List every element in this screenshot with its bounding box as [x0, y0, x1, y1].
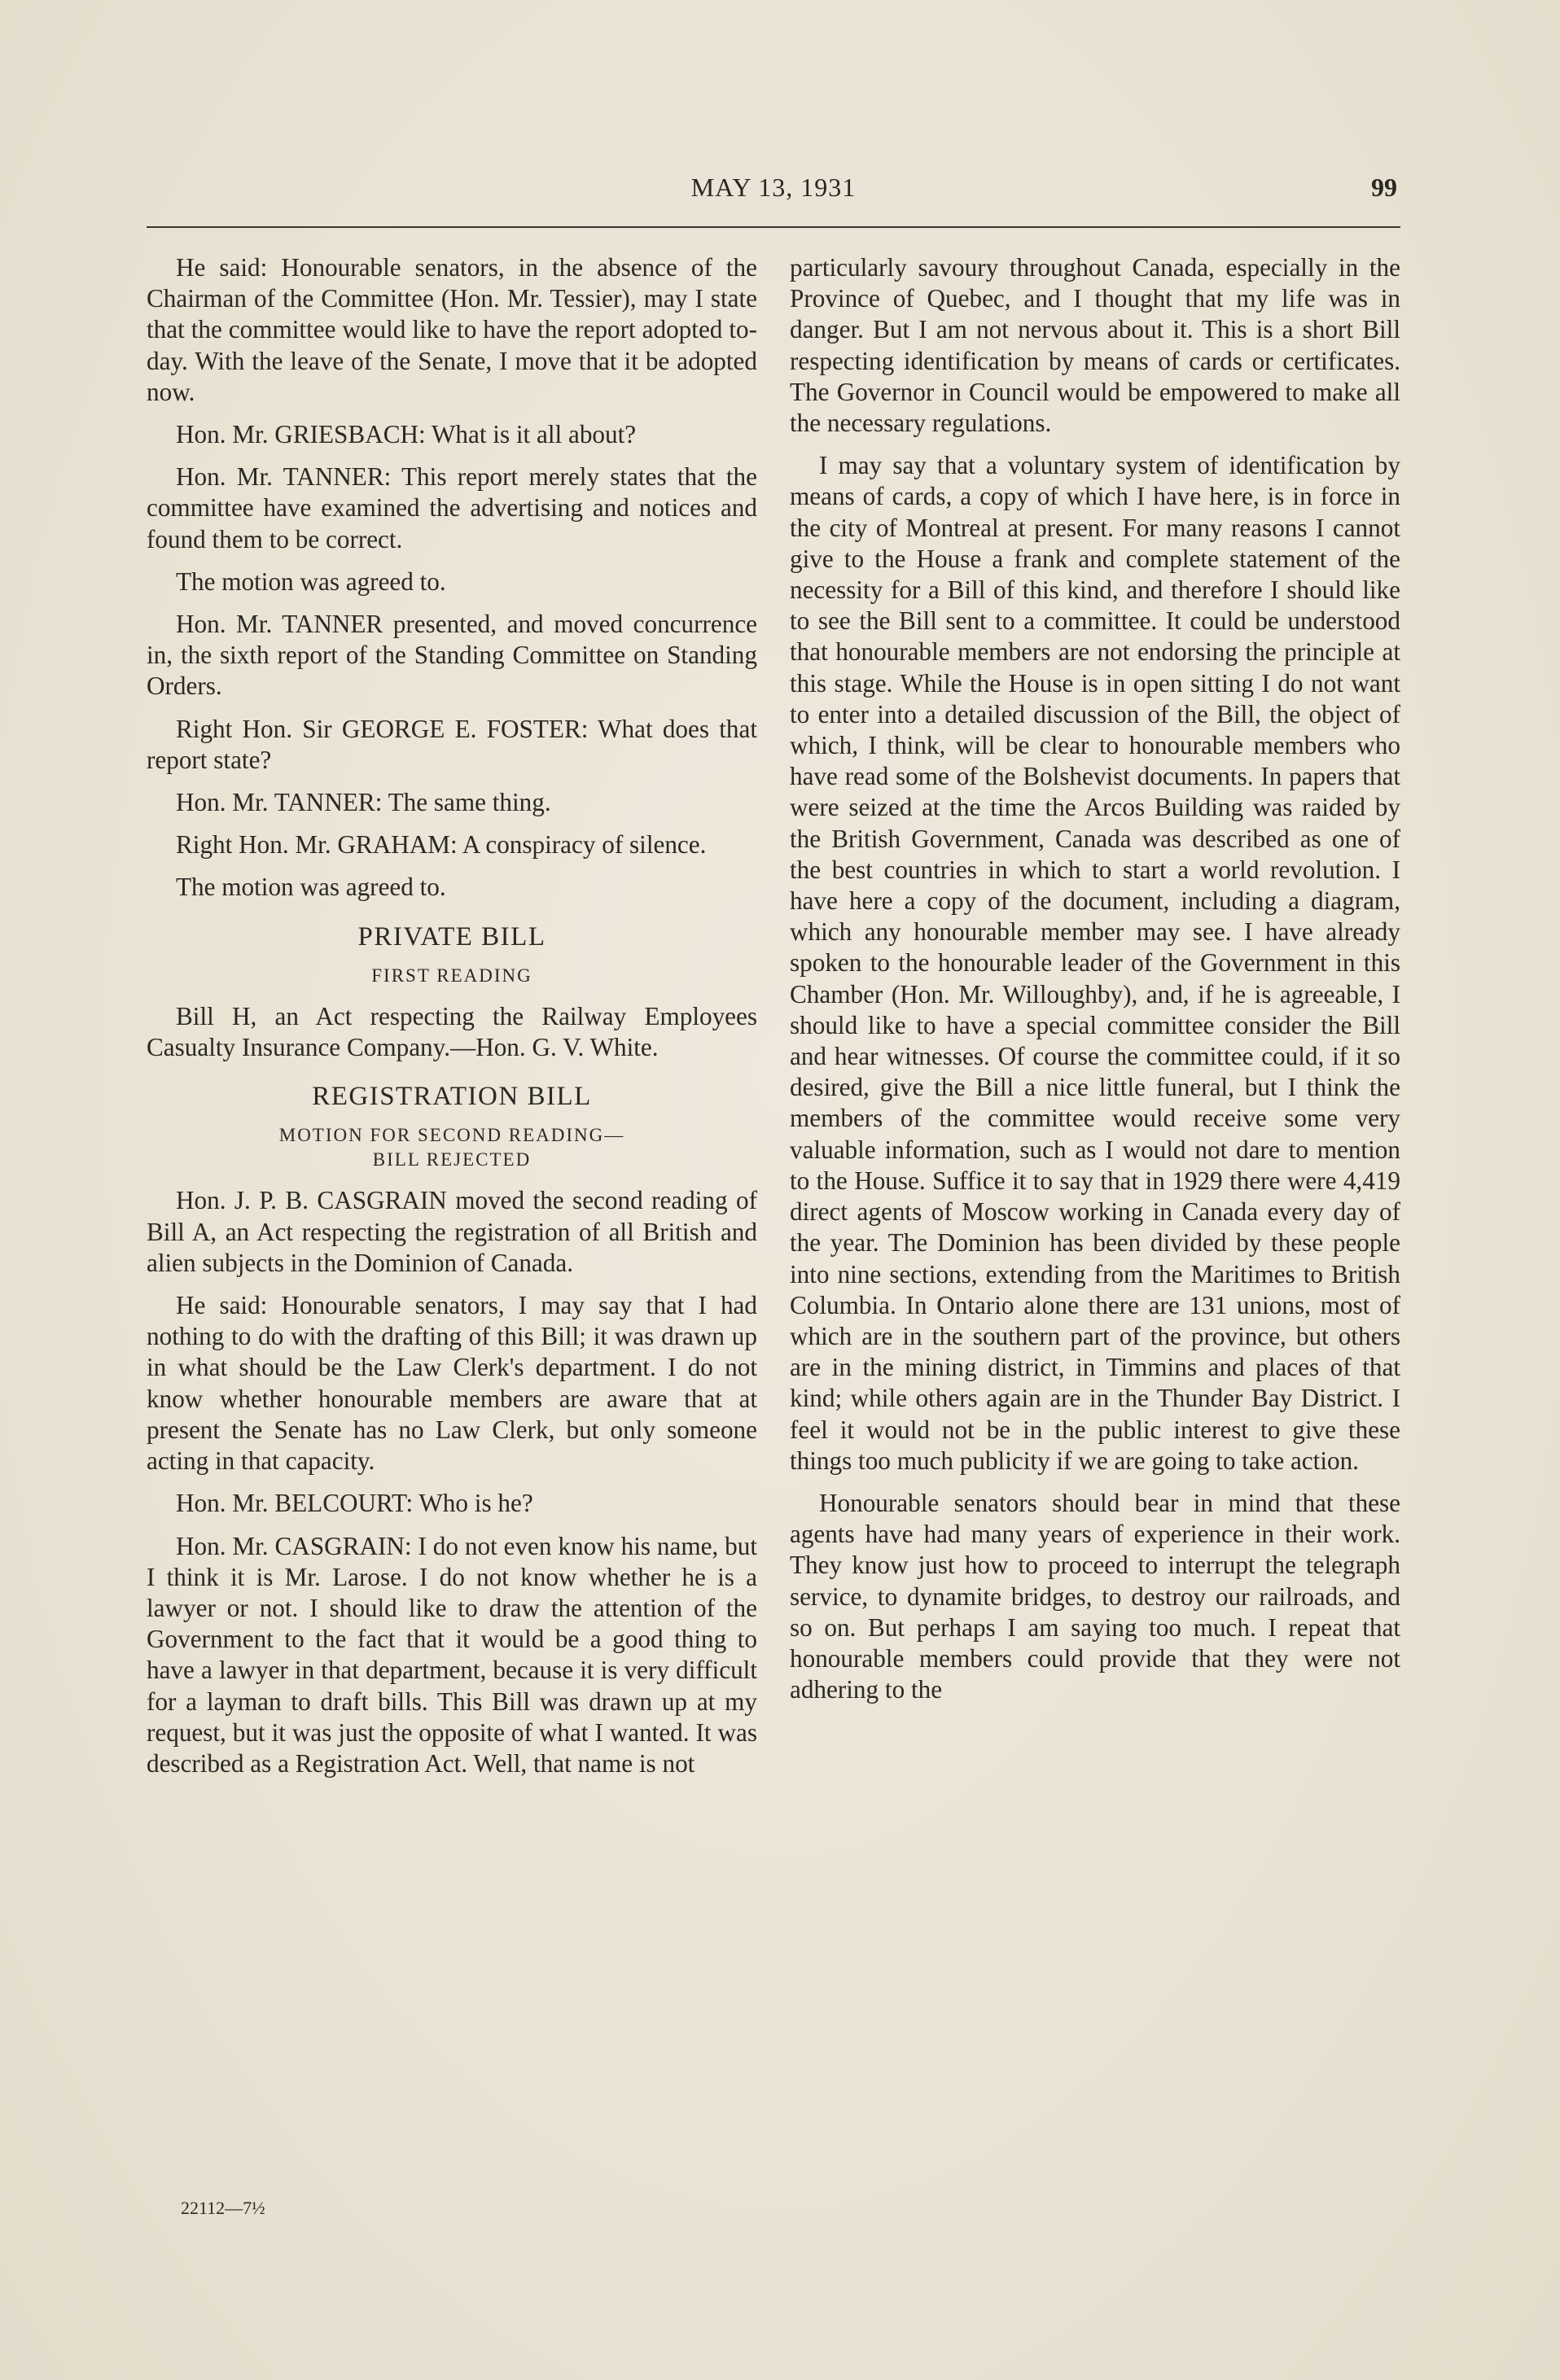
motion-subheading-line-1: MOTION FOR SECOND READING—: [278, 1125, 625, 1146]
paragraph: He said: Honourable senators, I may say that I had nothing to do with the drafting of this Bill; it was drawn up in what should be the Law Clerk's department. I do not know whether honourable members are aware that at present the Senate has no Law Clerk, but only someone acting in that capacity.: [147, 1291, 757, 1476]
header-rule: [147, 226, 1400, 228]
page-number: 99: [1371, 173, 1397, 202]
paragraph: The motion was agreed to.: [176, 567, 446, 596]
first-reading-subheading: FIRST READING: [371, 965, 532, 986]
paragraph: Hon. J. P. B. CASGRAIN moved the second reading of Bill A, an Act respecting the registration of all British and alien subjects in the Dominion of Canada.: [147, 1186, 757, 1277]
paragraph: Honourable senators should bear in mind that these agents have had many years of experience in their work. They know just how to proceed to interrupt the telegraph service, to dynamite bridges, to destroy our railroads, and so on. But perhaps I am saying too much. I repeat that honourable members could provide that they were not adhering to the: [790, 1488, 1400, 1704]
paragraph: Hon. Mr. CASGRAIN: I do not even know his name, but I think it is Mr. Larose. I do not know whether he is a lawyer or not. I should like to draw the attention of the Government to the fact that it would be a good thing to have a lawyer in that department, because it is very difficult for a layman to draft bills. This Bill was drawn up at my request, but it was just the opposite of what I wanted. It was described as a Registration Act. Well, that name is not: [147, 1531, 757, 1778]
registration-bill-heading: REGISTRATION BILL: [312, 1082, 592, 1112]
paragraph: Hon. Mr. TANNER presented, and moved concurrence in, the sixth report of the Standing Committee on Standing Orders.: [147, 610, 757, 701]
running-head: [147, 173, 1400, 213]
left-column: [147, 252, 757, 1791]
right-column: [790, 252, 1400, 1717]
paragraph: He said: Honourable senators, in the absence of the Chairman of the Committee (Hon. Mr. Tessier), may I state that the committee would like to have the report adopted to-day. With the leave of the Senate, I move that it be adopted now.: [147, 253, 757, 406]
paragraph: Right Hon. Sir GEORGE E. FOSTER: What does that report state?: [147, 714, 757, 774]
printer-signature: 22112—7½: [181, 2198, 265, 2218]
paragraph: I may say that a voluntary system of identification by means of cards, a copy of which I have here, is in force in the city of Montreal at present. For many reasons I cannot give to the House a frank and complete statement of the necessity for a Bill of this kind, and therefore I should like to see the Bill sent to a committee. It could be understood that honourable members are not endorsing the principle at this stage. While the House is in open sitting I do not want to enter into a detailed discussion of the Bill, the object of which, I think, will be clear to honourable members who have read some of the Bolshevist documents. In papers that were seized at the time the Arcos Building was raided by the British Government, Canada was described as one of the best countries in which to start a world revolution. I have here a copy of the document, including a diagram, which any honourable member may see. I have already spoken to the honourable leader of the Government in this Chamber (Hon. Mr. Willoughby), and, if he is agreeable, I should like to have a special committee consider the Bill and hear witnesses. Of course the committee could, if it so desired, give the Bill a nice little funeral, but I think the members of the committee would receive some very valuable information, such as I would not dare to mention to the House. Suffice it to say that in 1929 there were 4,419 direct agents of Moscow working in Canada every day of the year. The Dominion has been divided by these people into nine sections, extending from the Maritimes to British Columbia. In Ontario alone there are 131 unions, most of which are in the southern part of the province, but others are in the mining district, in Timmins and places of that kind; while others again are in the Thunder Bay District. I feel it would not be in the public interest to give these things too much publicity if we are going to take action.: [790, 451, 1400, 1475]
motion-subheading-line-2: BILL REJECTED: [372, 1149, 532, 1170]
motion-subheading: [147, 1123, 757, 1172]
paragraph: Hon. Mr. TANNER: This report merely states that the committee have examined the advertising and notices and found them to be correct.: [147, 462, 757, 553]
paragraph: Bill H, an Act respecting the Railway Employees Casualty Insurance Company.—Hon. G. V. White.: [147, 1001, 757, 1062]
paragraph: Right Hon. Mr. GRAHAM: A conspiracy of silence.: [176, 830, 707, 860]
running-head-date: MAY 13, 1931: [690, 173, 857, 202]
paragraph: The motion was agreed to.: [176, 873, 446, 902]
private-bill-heading: PRIVATE BILL: [357, 921, 546, 952]
paragraph-continuation: particularly savoury throughout Canada, especially in the Province of Quebec, and I thought that my life was in danger. But I am not nervous about it. This is a short Bill respecting identification by means of cards or certificates. The Governor in Council would be empowered to make all the necessary regulations.: [790, 253, 1400, 438]
paragraph: Hon. Mr. BELCOURT: Who is he?: [176, 1489, 533, 1518]
paragraph: Hon. Mr. GRIESBACH: What is it all about?: [176, 420, 637, 449]
paragraph: Hon. Mr. TANNER: The same thing.: [176, 788, 551, 817]
